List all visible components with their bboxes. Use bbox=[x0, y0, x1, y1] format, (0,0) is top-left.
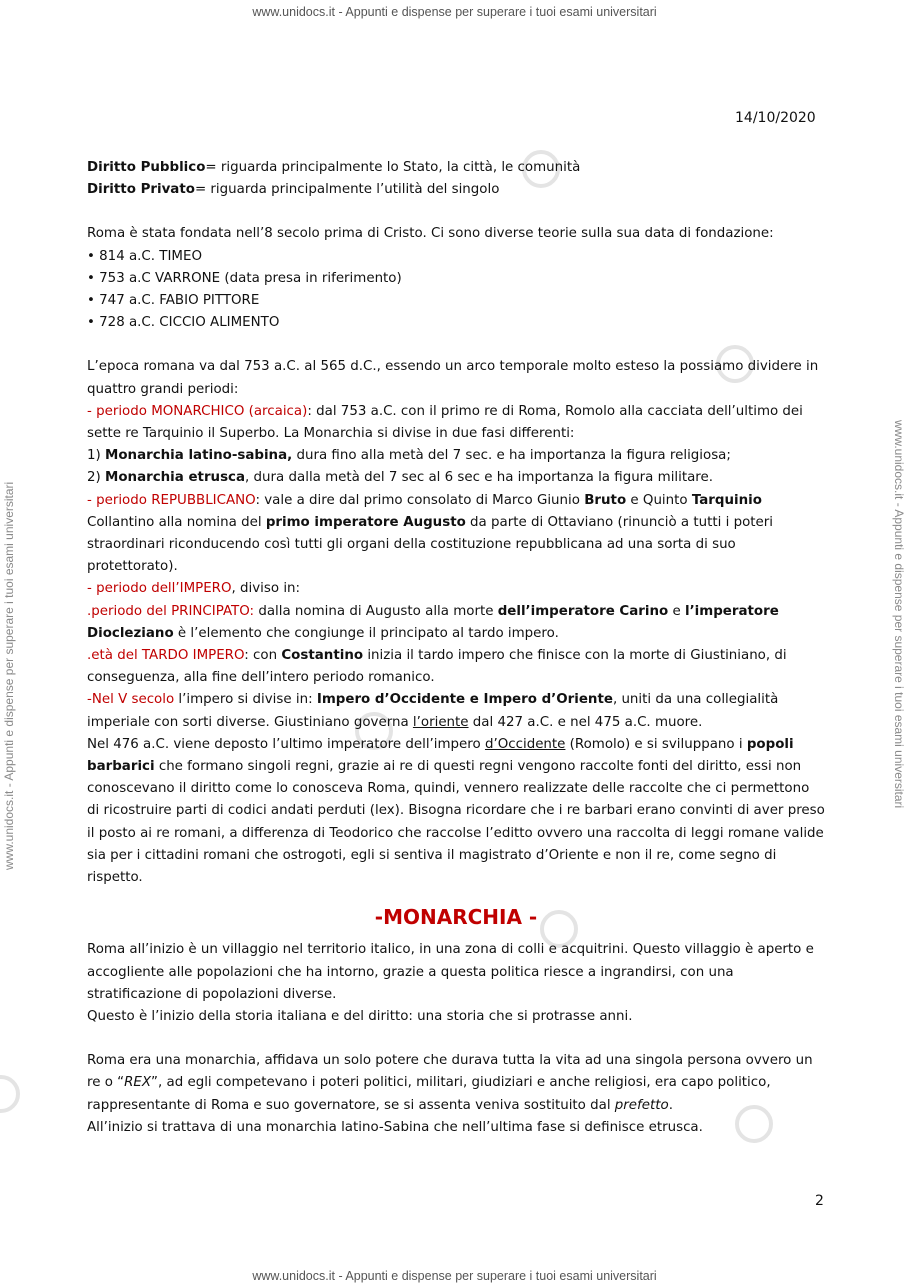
list-item: • 814 a.C. TIMEO bbox=[87, 248, 202, 264]
paragraph: - periodo MONARCHICO (arcaica): dal 753 a.C. con il primo re di Roma, Romolo alla cacciata dell’ultimo dei sette re Tarquinio il Superbo. La Monarchia si divise in due fasi differenti: bbox=[87, 403, 803, 442]
document-body bbox=[87, 157, 825, 1139]
paragraph: Nel 476 a.C. viene deposto l’ultimo imperatore dell’impero d’Occidente (Romolo) e si sviluppano i popoli barbarici che formano singoli regni, grazie ai re di questi regni vengono raccolte fonti del diritto, essi non conoscevano il diritto come lo conosceva Roma, quindi, vennero realizzate delle raccolte che ci permettono di ricostruire parti di codici andati perduti (lex). Bisogna ricordare che i re barbari erano convinti di aver preso il posto ai re romani, a differenza di Teodorico che raccolse l’editto ovvero una raccolta di leggi romane valide sia per i cittadini romani che ostrogoti, egli si sentiva il magistrato d’Oriente e non il re, come segno di rispetto. bbox=[87, 736, 825, 886]
paragraph: Roma era una monarchia, affidava un solo potere che durava tutta la vita ad una singola persona ovvero un re o “REX”, ad egli competevano i poteri politici, militari, giudiziari e anche religiosi, era capo politico, rappresentante di Roma e suo governatore, se si assenta veniva sostituito dal prefetto. bbox=[87, 1053, 813, 1113]
page-number: 2 bbox=[815, 1193, 824, 1209]
watermark-top: www.unidocs.it - Appunti e dispense per superare i tuoi esami universitari bbox=[252, 5, 657, 19]
section-heading: -MONARCHIA - bbox=[374, 905, 538, 930]
paragraph: Roma all’inizio è un villaggio nel territorio italico, in una zona di colli e acquitrini. Questo villaggio è aperto e accogliente alle popolazioni che ha intorno, grazie a questa politica riesce a ingrandirsi, con una stratificazione di popolazioni diverse. bbox=[87, 942, 814, 1002]
list-item: • 728 a.C. CICCIO ALIMENTO bbox=[87, 315, 280, 331]
watermark-right: www.unidocs.it - Appunti e dispense per superare i tuoi esami universitari bbox=[892, 420, 906, 809]
paragraph: Diritto Pubblico= riguarda principalmente lo Stato, la città, le comunità bbox=[87, 160, 581, 175]
paragraph: - periodo dell’IMPERO, diviso in: bbox=[87, 581, 301, 597]
document-date: 14/10/2020 bbox=[735, 110, 816, 126]
paragraph: .età del TARDO IMPERO: con Costantino inizia il tardo impero che finisce con la morte di Giustiniano, di conseguenza, alla fine dell’intero periodo romanico. bbox=[87, 648, 787, 686]
list-item: • 753 a.C VARRONE (data presa in riferimento) bbox=[87, 270, 402, 286]
paragraph: 1) Monarchia latino-sabina, dura fino alla metà del 7 sec. e ha importanza la figura religiosa; bbox=[87, 448, 731, 464]
paragraph: Diritto Privato= riguarda principalmente l’utilità del singolo bbox=[87, 182, 500, 198]
paragraph: -Nel V secolo l’impero si divise in: Impero d’Occidente e Impero d’Oriente, uniti da una collegialità imperiale con sorti diverse. Giustiniano governa l’oriente dal 427 a.C. e nel 475 a.C. muore. bbox=[87, 692, 779, 730]
paragraph: Questo è l’inizio della storia italiana e del diritto: una storia che si protrasse anni. bbox=[87, 1008, 633, 1024]
paragraph: Roma è stata fondata nell’8 secolo prima di Cristo. Ci sono diverse teorie sulla sua data di fondazione: bbox=[87, 226, 774, 242]
paragraph: L’epoca romana va dal 753 a.C. al 565 d.C., essendo un arco temporale molto esteso la possiamo dividere in quattro grandi periodi: bbox=[87, 359, 819, 397]
watermark-logo-icon bbox=[0, 1075, 20, 1113]
watermark-bottom: www.unidocs.it - Appunti e dispense per superare i tuoi esami universitari bbox=[252, 1269, 657, 1283]
paragraph: - periodo REPUBBLICANO: vale a dire dal primo consolato di Marco Giunio Bruto e Quinto Tarquinio Collantino alla nomina del primo imperatore Augusto da parte di Ottaviano (rinunciò a tutti i poteri straordinari riconducendo così tutti gli organi della costituzione repubblicana ad una sorta di suo protettorato). bbox=[87, 492, 773, 575]
paragraph: 2) Monarchia etrusca, dura dalla metà del 7 sec al 6 sec e ha importanza la figura militare. bbox=[87, 470, 714, 486]
list-item: • 747 a.C. FABIO PITTORE bbox=[87, 293, 260, 309]
watermark-left: www.unidocs.it - Appunti e dispense per superare i tuoi esami universitari bbox=[2, 481, 16, 870]
paragraph: .periodo del PRINCIPATO: dalla nomina di Augusto alla morte dell’imperatore Carino e l’imperatore Diocleziano è l’elemento che congiunge il principato al tardo impero. bbox=[87, 603, 779, 641]
paragraph: All’inizio si trattava di una monarchia latino-Sabina che nell’ultima fase si definisce etrusca. bbox=[87, 1119, 703, 1135]
